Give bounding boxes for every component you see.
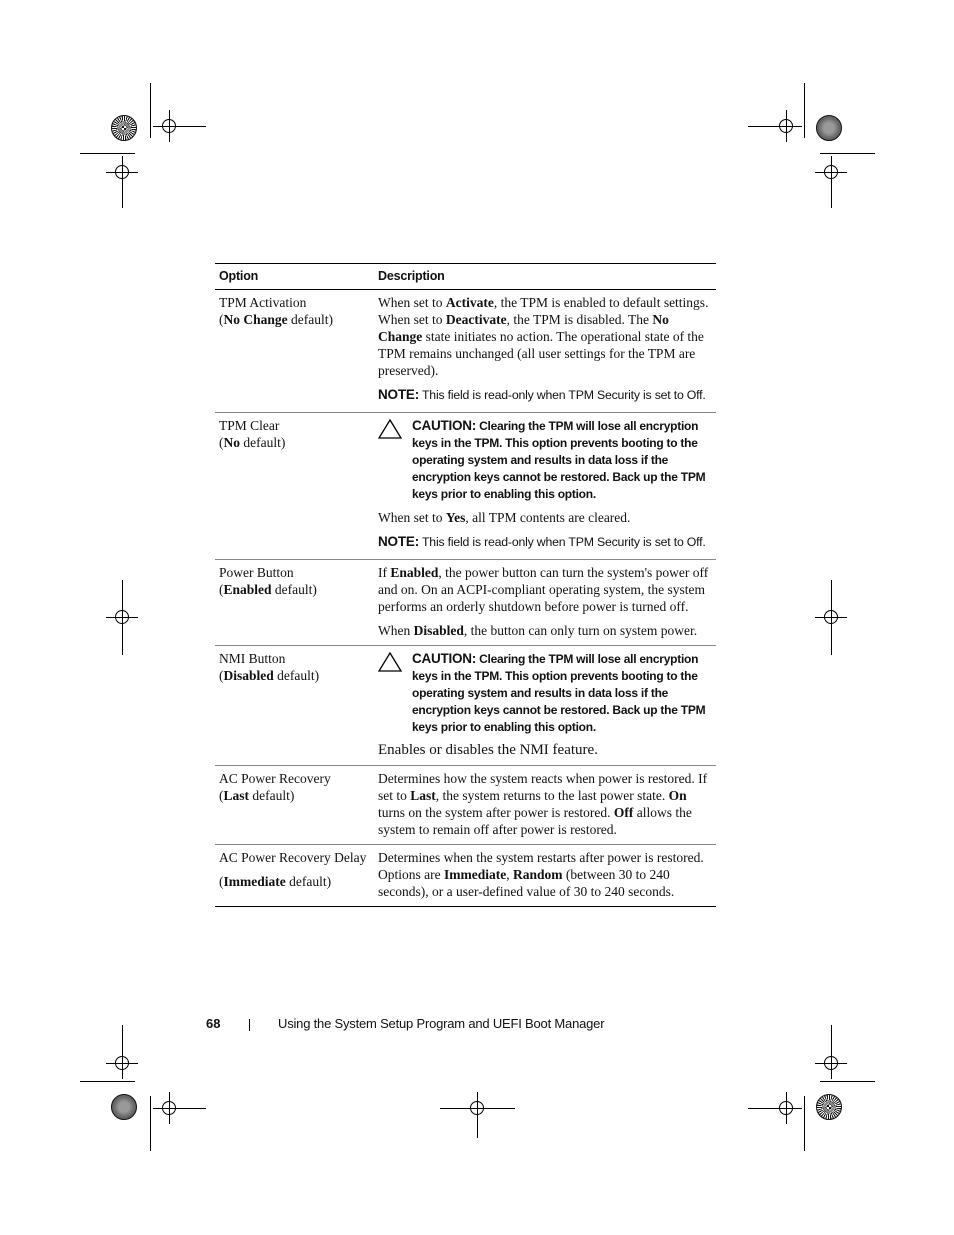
option-name: Power Button (219, 565, 294, 580)
default-value: Enabled (223, 582, 272, 597)
option-name: NMI Button (219, 651, 286, 666)
registration-target-icon (824, 165, 838, 179)
registration-target-icon (115, 165, 129, 179)
option-name: TPM Clear (219, 418, 280, 433)
description-text: When Disabled, the button can only turn on system power. (378, 623, 698, 638)
option-name: AC Power Recovery Delay (219, 850, 367, 865)
caution-label: CAUTION: (412, 651, 476, 666)
description-cell (374, 766, 716, 845)
description-text: Determines when the system restarts after power is restored. Options are Immediate, Random (between 30 to 240 seconds), or a user-defined value of 30 to 240 seconds. (378, 850, 704, 899)
option-default: (Last default) (219, 788, 295, 803)
default-value: Disabled (223, 668, 274, 683)
footer-separator (249, 1019, 250, 1031)
option-cell (215, 413, 374, 560)
registration-target-icon (115, 610, 129, 624)
default-value: No (223, 435, 240, 450)
note-emphasis: TPM Security (568, 535, 640, 549)
description-text: Enables or disables the NMI feature. (378, 742, 598, 758)
description-text: Determines how the system reacts when power is restored. If set to Last, the system returns to the last power state. On turns on the system after power is restored. Off allows the system to remain off after power is restored. (378, 771, 708, 837)
option-cell (215, 845, 374, 907)
table-body (215, 290, 716, 907)
page-footer (0, 1016, 954, 1036)
option-default: (No default) (219, 435, 286, 450)
caution-icon (378, 650, 412, 736)
table-row (215, 766, 716, 845)
registration-rosette-icon (816, 115, 842, 141)
default-value: Immediate (223, 874, 286, 889)
description-text: When set to Yes, all TPM contents are cleared. (378, 510, 631, 525)
registration-target-icon (779, 119, 793, 133)
note-emphasis: TPM Security (568, 388, 640, 402)
registration-rosette-icon (816, 1094, 842, 1120)
option-default: (Enabled default) (219, 582, 317, 597)
description-cell (374, 646, 716, 766)
option-default: (No Change default) (219, 312, 333, 327)
footer-chapter-title: Using the System Setup Program and UEFI Boot Manager (278, 1016, 605, 1031)
table-row (215, 560, 716, 646)
caution-box (378, 417, 712, 503)
registration-target-icon (824, 610, 838, 624)
table-row (215, 845, 716, 907)
option-name: TPM Activation (219, 295, 307, 310)
option-cell (215, 560, 374, 646)
column-header-description: Description (374, 264, 716, 290)
description-text: If Enabled, the power button can turn the system's power off and on. On an ACPI-compliant operating system, the system performs an orderly shutdown before power is turned off. (378, 565, 709, 614)
registration-rosette-icon (111, 1094, 137, 1120)
registration-target-icon (779, 1101, 793, 1115)
description-cell (374, 413, 716, 560)
registration-target-icon (162, 119, 176, 133)
note: NOTE: This field is read-only when TPM Security is set to Off. (378, 534, 706, 549)
registration-target-icon (824, 1056, 838, 1070)
registration-rosette-icon (111, 115, 137, 141)
description-cell (374, 845, 716, 907)
column-header-option: Option (215, 264, 374, 290)
table-row (215, 290, 716, 413)
option-cell (215, 290, 374, 413)
caution-icon (378, 417, 412, 503)
description-cell (374, 560, 716, 646)
description-text: When set to Activate, the TPM is enabled to default settings. When set to Deactivate, the TPM is disabled. The No Change state initiates no action. The operational state of the TPM remains unchanged (all user settings for the TPM are preserved). (378, 295, 709, 378)
option-default: (Immediate default) (219, 874, 332, 889)
option-name: AC Power Recovery (219, 771, 331, 786)
caution-text: Clearing the TPM will lose all encryption keys in the TPM. This option prevents booting to the operating system and results in data loss if the encryption keys cannot be restored. Back up the TPM keys prior to enabling this option. (412, 419, 706, 501)
option-cell (215, 646, 374, 766)
default-value: No Change (223, 312, 288, 327)
option-default: (Disabled default) (219, 668, 320, 683)
note: NOTE: This field is read-only when TPM Security is set to Off. (378, 387, 706, 402)
page-number: 68 (206, 1016, 221, 1031)
note-label: NOTE: (378, 387, 419, 402)
table-row (215, 413, 716, 560)
caution-box (378, 650, 712, 736)
caution-text: Clearing the TPM will lose all encryption keys in the TPM. This option prevents booting to the operating system and results in data loss if the encryption keys cannot be restored. Back up the TPM keys prior to enabling this option. (412, 652, 706, 734)
registration-target-icon (115, 1056, 129, 1070)
registration-target-icon (162, 1101, 176, 1115)
caution-label: CAUTION: (412, 418, 476, 433)
default-value: Last (223, 788, 250, 803)
options-table (215, 263, 716, 907)
registration-target-icon (470, 1101, 484, 1115)
note-label: NOTE: (378, 534, 419, 549)
option-cell (215, 766, 374, 845)
table-header-row (215, 264, 716, 290)
description-cell (374, 290, 716, 413)
table-row (215, 646, 716, 766)
